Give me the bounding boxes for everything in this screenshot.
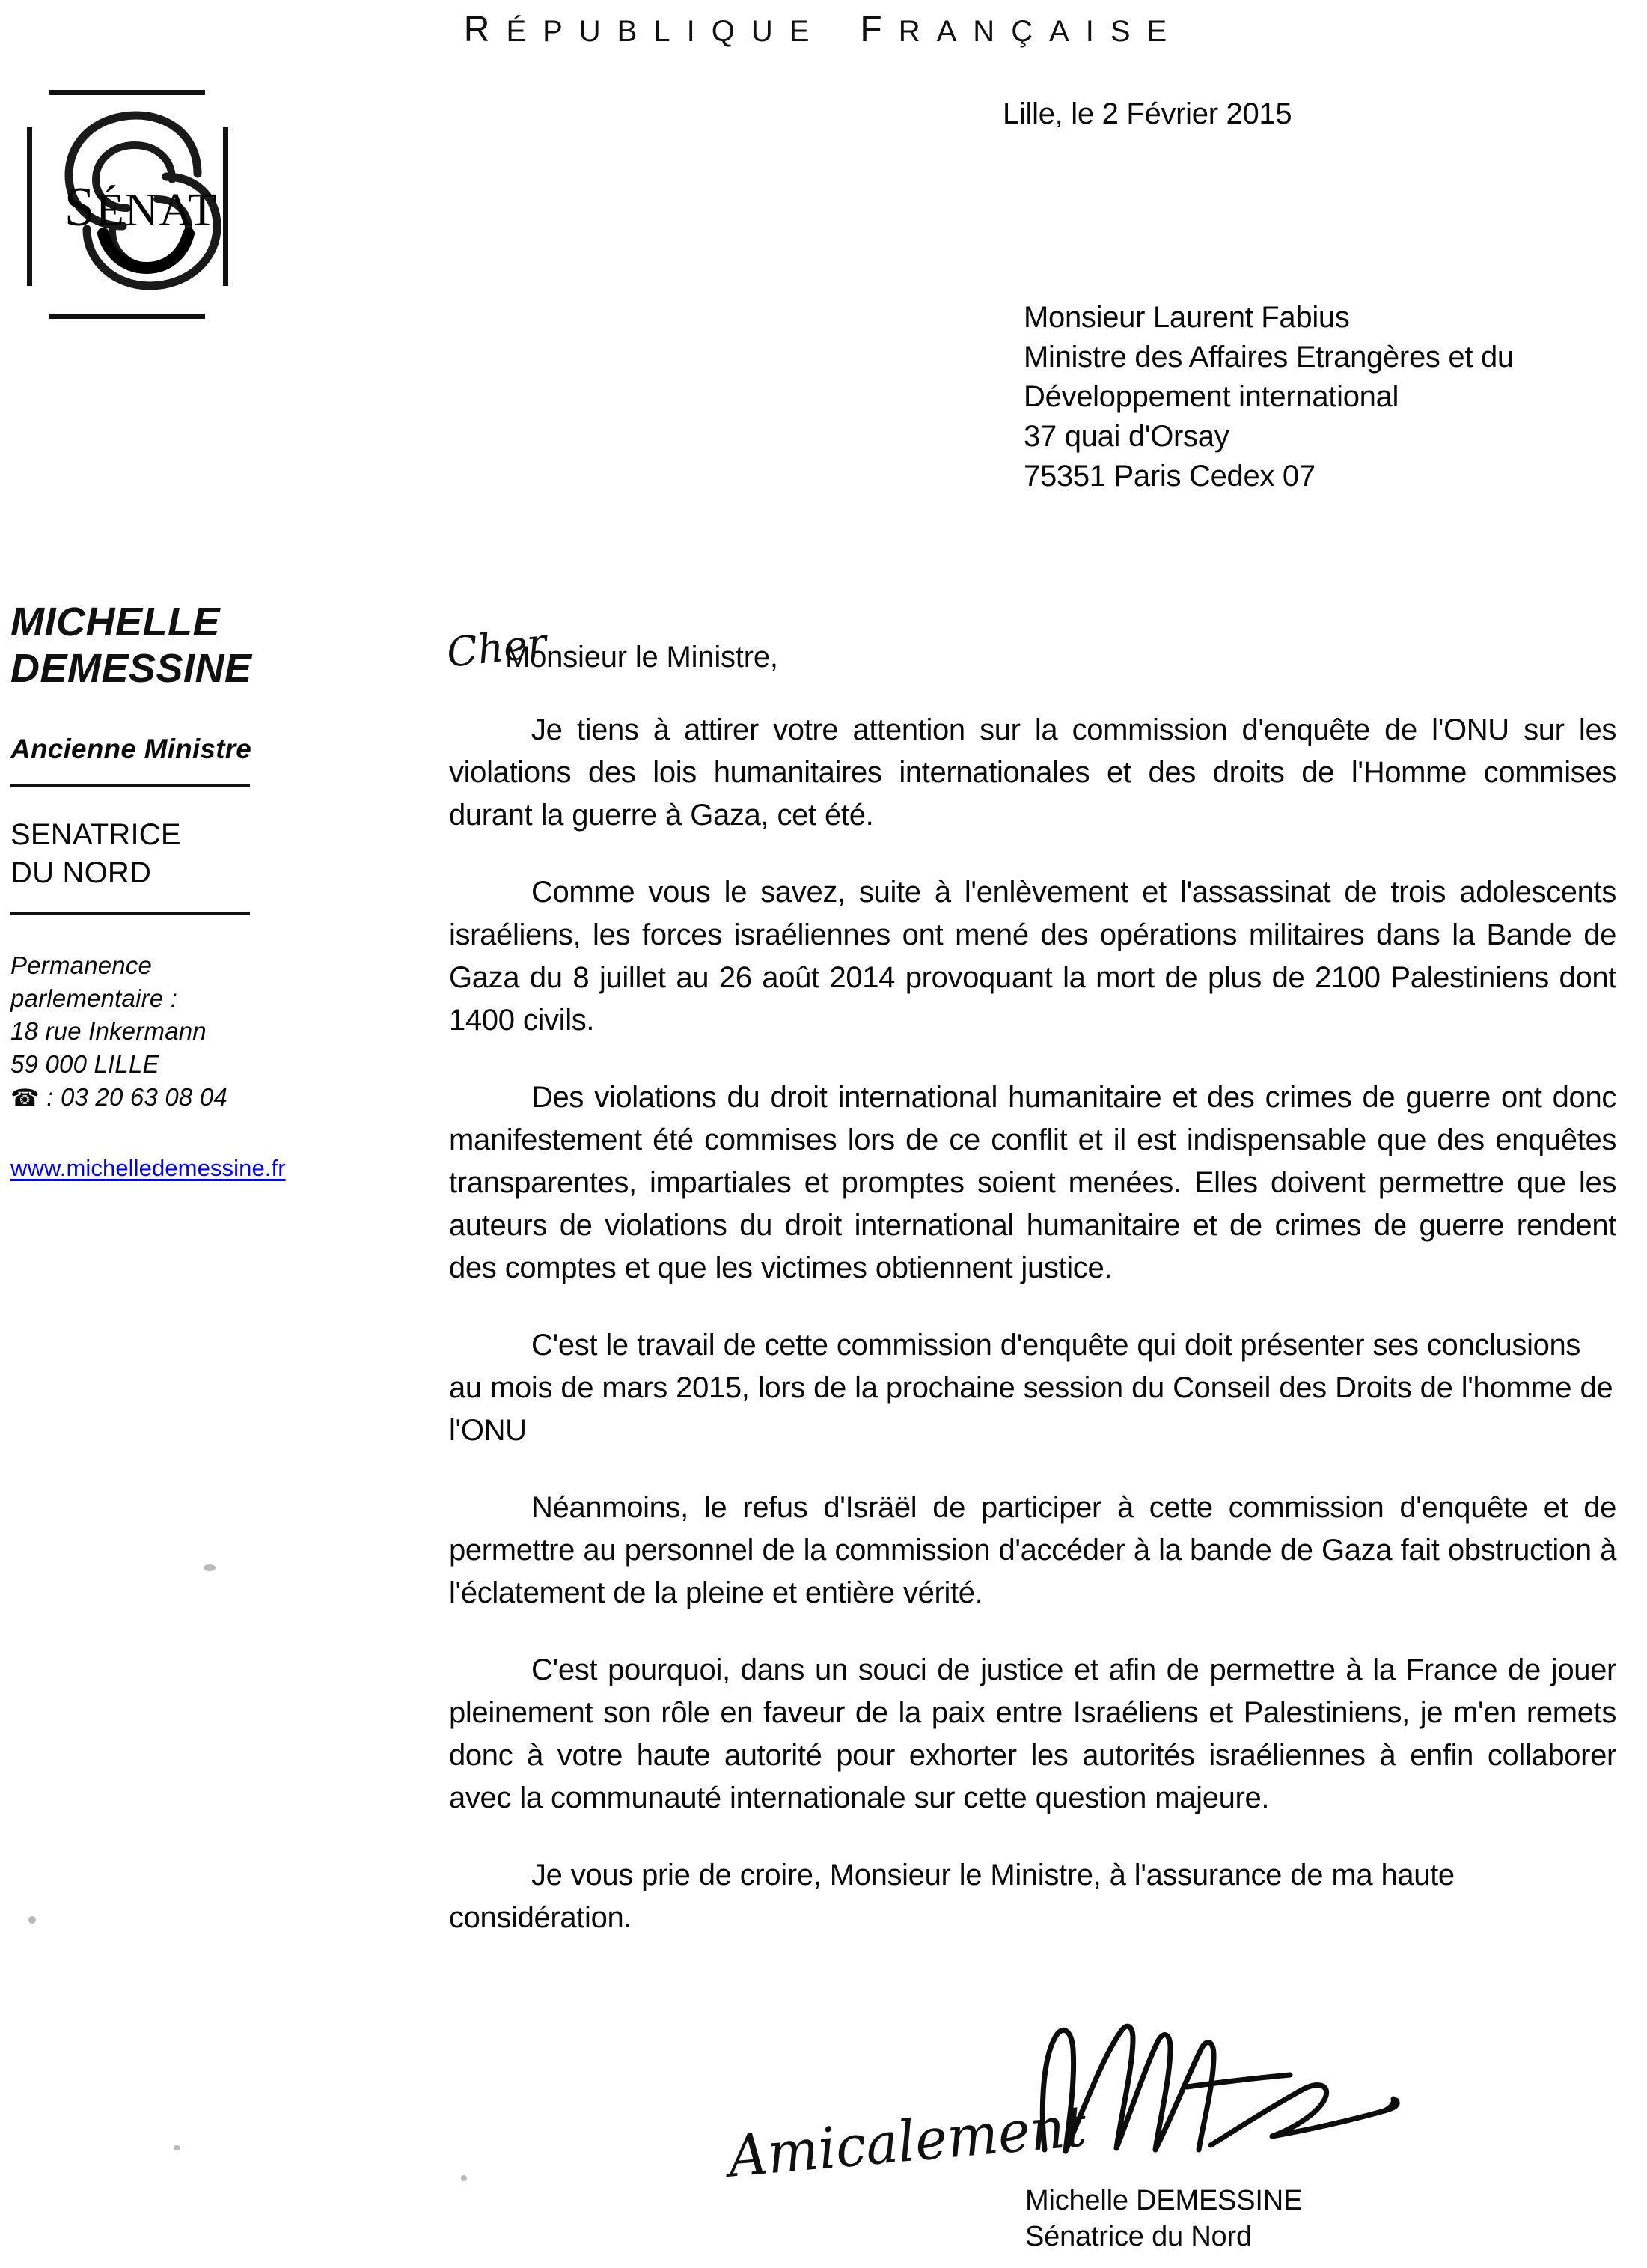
salutation-line — [444, 619, 1616, 677]
body-paragraph-5: Néanmoins, le refus d'Isräël de participer à cette commission d'enquête et de permettre au personnel de la commission d'accéder à la bande de Gaza fait obstruction à l'éclatement de la pleine et entière vérité. — [449, 1491, 1616, 1609]
sender-office-line-2: DU NORD — [10, 856, 152, 889]
sender-office — [10, 816, 362, 892]
recipient-line-1: Monsieur Laurent Fabius — [1024, 301, 1350, 334]
letter-date: Lille, le 2 Février 2015 — [1003, 97, 1292, 130]
sender-former-role: Ancienne Ministre — [10, 734, 252, 764]
republic-word-republique: ÉPUBLIQUE — [506, 15, 826, 48]
recipient-line-5: 75351 Paris Cedex 07 — [1024, 460, 1316, 493]
logo-rule-bottom — [49, 314, 205, 319]
sender-office-line-1: SENATRICE — [10, 818, 181, 851]
signature-block — [703, 2014, 1631, 2261]
body-paragraph-1: Je tiens à attirer votre attention sur la commission d'enquête de l'ONU sur les violations des lois humanitaires internationales et des droits de l'Homme commises durant la guerre à Gaza, cet été. — [449, 713, 1616, 832]
sender-name-last: DEMESSINE — [10, 646, 252, 691]
contact-line-1: Permanence — [10, 951, 153, 979]
republic-cap-r: R — [463, 10, 507, 49]
sender-name — [10, 599, 362, 692]
recipient-line-3: Développement international — [1024, 380, 1399, 413]
recipient-line-2: Ministre des Affaires Etrangères et du — [1024, 341, 1514, 374]
recipient-address — [1024, 298, 1514, 496]
signatory-title: Sénatrice du Nord — [1025, 2221, 1252, 2252]
signatory-name: Michelle DEMESSINE — [1025, 2185, 1303, 2216]
republic-cap-f: F — [860, 10, 899, 49]
republic-header — [0, 9, 1647, 50]
letterhead-divider-1 — [10, 784, 250, 787]
senat-wordmark-initial: S — [64, 177, 96, 238]
body-paragraph-7: Je vous prie de croire, Monsieur le Ministre, à l'assurance de ma haute considération. — [449, 1859, 1455, 1934]
senat-wordmark-rest: ÉNAT — [95, 185, 218, 236]
sender-name-first: MICHELLE — [10, 600, 220, 644]
scan-speck-3 — [174, 2145, 180, 2150]
contact-phone-row — [10, 1081, 362, 1115]
scan-speck-1 — [204, 1564, 216, 1571]
sender-letterhead — [10, 599, 362, 1182]
sender-contact-block — [10, 949, 362, 1115]
contact-city: 59 000 LILLE — [10, 1050, 159, 1078]
scan-speck-4 — [461, 2175, 467, 2181]
senat-wordmark — [21, 177, 260, 238]
senat-logo — [21, 84, 260, 323]
handwritten-salutation: Cher — [444, 619, 549, 677]
phone-separator: : — [39, 1083, 61, 1111]
handwritten-closing: Amicalement — [725, 2092, 1090, 2190]
republic-word-francaise: RANÇAISE — [898, 15, 1184, 48]
scan-speck-2 — [28, 1916, 36, 1924]
recipient-line-4: 37 quai d'Orsay — [1024, 420, 1229, 453]
body-paragraph-4: C'est le travail de cette commission d'enquête qui doit présenter ses conclusions au mois de mars 2015, lors de la prochaine session du Conseil des Droits de l'homme de l'ONU — [449, 1329, 1613, 1447]
body-paragraph-3: Des violations du droit international humanitaire et des crimes de guerre ont donc manifestement été commises lors de ce conflit et il est indispensable que des enquêtes transparentes, impartiales et promptes soient menées. Elles doivent permettre que les auteurs de violations du droit international humanitaire et de crimes de guerre rendent des comptes et que les victimes obtiennent justice. — [449, 1081, 1616, 1284]
letter-body — [444, 619, 1616, 1974]
logo-rule-top — [49, 90, 205, 95]
contact-phone-number: 03 20 63 08 04 — [60, 1083, 227, 1111]
contact-street: 18 rue Inkermann — [10, 1017, 207, 1045]
sender-website-link[interactable]: www.michelledemessine.fr — [10, 1155, 286, 1181]
body-paragraph-6: C'est pourquoi, dans un souci de justice et afin de permettre à la France de jouer pleinement son rôle en faveur de la paix entre Israéliens et Palestiniens, je m'en remets donc à votre haute autorité pour exhorter les autorités israéliennes à enfin collaborer avec la communauté internationale sur cette question majeure. — [449, 1653, 1616, 1814]
contact-line-2: parlementaire : — [10, 984, 178, 1012]
salutation-text: Monsieur le Ministre, — [505, 641, 778, 674]
handwritten-signature-icon — [1033, 2018, 1422, 2175]
signature-name-block — [1025, 2183, 1302, 2255]
body-paragraph-2: Comme vous le savez, suite à l'enlèvement et l'assassinat de trois adolescents israéliens, les forces israéliennes ont mené des opérations militaires dans la Bande de Gaza du 8 juillet au 26 août 2014 provoquant la mort de plus de 2100 Palestiniens dont 1400 civils. — [449, 876, 1616, 1037]
letterhead-divider-2 — [10, 912, 250, 915]
telephone-icon: ☎ — [10, 1085, 40, 1111]
